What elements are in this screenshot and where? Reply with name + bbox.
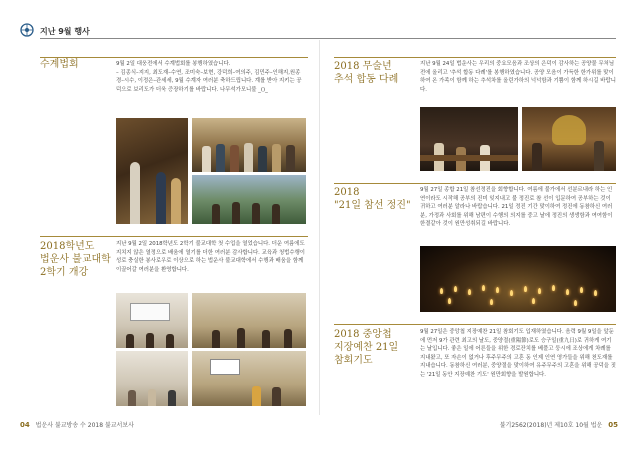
section-title-college: 2018학년도 법운사 불교대학 2학기 개강 xyxy=(40,241,111,278)
footer-right xyxy=(500,420,618,429)
photo-ordination-group xyxy=(192,118,306,172)
section-title-chuseok: 2018 무술년 추석 합동 다례 xyxy=(334,61,399,85)
section-body-chuseok: 지난 9월 24일 법운사는 우리의 중요모음과 조상의 은덕이 감사하는 공양물 무처님전에 올리고 '추석 합동 다례'를 봉행하였습니다. 공양 모음이 가득한 한가위를 맞이하여 온 가족이 함께 하는 추석차를 올린가하의 넉넉함과 기쁨이 함께 하시길 바랍니다. xyxy=(420,61,616,93)
photo-chuseok-ritual-2 xyxy=(522,107,616,171)
photo-college-class-2 xyxy=(192,293,306,348)
dharma-wheel-icon xyxy=(20,23,34,37)
photo-chuseok-ritual-1 xyxy=(420,107,518,171)
section-rule-prayer xyxy=(334,324,616,325)
section-body-prayer: 9월 27일은 중앙첩 지장예찬 21일 참회기도 입재하였습니다. 음력 9월 9일을 앞둔에 먼저 9가 관련 최고의 날도, 중양절(重陽節)로도 승구일(重九日)로 귀하게 여기는 날입니다. 좋은 일에 어른들을 위한 경로잔치를 베풀고 둥시에 조상에게 차례를 지내왔고, 또 자손이 없거나 후주무주의 고혼 동 인제 인연 영가들을 위해 천도재를 지내습니다. 동참하신 여러분, 중양절을 맞이하여 유주무주의 고혼을 위해 공덕을 짓는 '21일 동안 지장예찬 기도' 원만회향을 발원합니다. xyxy=(420,329,616,378)
section-body-retreat: 9월 27일 종합 21일 참선정진을 회향합니다. 여름에 불가에서 선분르내라 하는 인연이라도 시작해 공부의 진미 잊지내고 불 정진로 참 선이 입문하여 공부하는 것이 귀하고 여러분 알라나 바랍습니다. 21일 정진 기간 맞이하여 정진에 동참하신 여러분, 가정과 사회를 위해 남편이 수행의 의지를 중고 날에 정진의 생생함과 여여함이 한결같아 것이 원만성취되길 바랍니다. xyxy=(420,187,613,228)
photo-ordination-ceremony xyxy=(116,118,188,224)
section-body-college: 지난 9월 2일 2018학년도 2학기 불교대학 첫 수업을 열었습니다. 더운 여름에도 지치지 않은 열정으로 배움에 열기를 더한 여러분 감사합니다. 교육과 청법수행이 성로 충실한 봉사로우로 이상으로 하는 법운사 불교대학에서 수행과 배움을 함께 이끌어갈 여러분을 환영합니다. xyxy=(116,241,305,273)
header-title: 지난 9월 행사 xyxy=(40,27,90,36)
photo-ordination-outdoor xyxy=(192,175,306,224)
section-title-prayer: 2018 중앙첩 지장예찬 21일 참회기도 xyxy=(334,329,399,366)
page-number-left: 04 xyxy=(20,421,30,429)
page-number-right: 05 xyxy=(608,421,618,429)
section-title-suryuk: 수계법회 xyxy=(40,59,79,70)
header-divider xyxy=(40,38,616,39)
section-title-retreat: 2018 "21일 참선 정진" xyxy=(334,187,411,211)
section-body-suryuk: 9월 2일 대웅전에서 수계법회를 봉행하였습니다. – 김종식–지지, 최도재–수연, 조미숙–보현, 강덕희–여의주, 김민주–인해지,원종경–시수, 이정은–관세세, 9월 수계자 여러분 축하드립니다. 계를 받아 지키는 공덕으로 보리도가 더욱 증장하기를 바랍니다. 나무석가모니불 _()_ xyxy=(116,61,302,93)
footer-left xyxy=(20,420,134,429)
footer-left-text: 법운사 불교방송 수 2018 불교서보사 xyxy=(35,422,134,429)
section-rule-chuseok xyxy=(334,57,616,58)
page-header xyxy=(0,0,640,36)
section-rule-retreat xyxy=(334,183,616,184)
photo-college-class-3 xyxy=(116,351,188,406)
page-spine xyxy=(319,40,320,415)
photo-candle-meditation xyxy=(420,246,616,312)
section-rule-suryuk xyxy=(40,57,308,58)
photo-college-class-1 xyxy=(116,293,188,348)
footer-right-text: 불기2562(2018)년 제10호 10월 법운 xyxy=(499,422,603,429)
section-rule-college xyxy=(40,236,308,237)
photo-college-class-4 xyxy=(192,351,306,406)
